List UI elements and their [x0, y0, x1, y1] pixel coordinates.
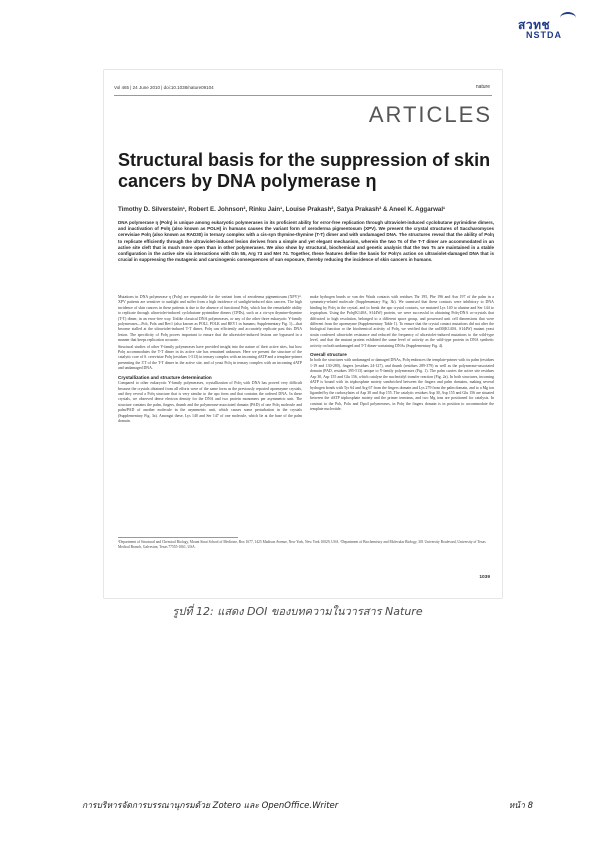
article-title: Structural basis for the suppression of skin cancers by DNA polymerase η [118, 150, 491, 191]
header-rule [114, 95, 492, 96]
article-authors: Timothy D. Silverstein¹, Robert E. Johnson², Rinku Jain¹, Louise Prakash², Satya Prakash² & Aneel K. Aggarwal¹ [118, 206, 446, 213]
nstda-logo [518, 16, 582, 44]
logo-arc-icon [560, 12, 576, 24]
page-number: หน้า 8 [508, 801, 533, 811]
body-paragraph: Compared to other eukaryotic Y-family polymerases, crystallization of Polη with DNA has proved very difficult because the crystals obtained from all efforts were of the same form as the previously reported apoenzyme crystals, and they reveal a Polη structure that is very similar to the apo form and that contains the ordered DNA. In these crystals, we observed dense electron density for the DNA and two protein monomers per asymmetric unit. The structure contains the palm, fingers, thumb and the polymerase-associated domain (PAD) of one Polη molecule and palm/PAD of another molecule in the asymmetric unit, which causes some perturbation in the crystals (Supplementary Fig. 3a). Amongst these, Lys 140 and Ser 147 of one molecule, which lie at the base of the palm domain. [118, 381, 302, 423]
body-paragraph: In both the structures with undamaged or damaged DNAs, Polη embraces the template-primer with its palm (residues 1-19 and 130-280), fingers (residues 24-127), and thumb (residues 289-379) as well as the polymerase-associated domain (PAD, residues 395-513) unique to Y-family polymerases (Fig. 1). The palm carries the active site residues Asp 30, Asp 155 and Glu 156, which catalyse the nucleotidyl transfer reaction (Fig. 2a). In both structures, incoming dATP is bound with its triphosphate moiety sandwiched between the fingers and palm domains, making several hydrogen bonds with Tyr 64 and Arg 67 from the fingers domain and Lys 279 from the palm domain, and to a Mg ion liganded by the carboxylates of Asp 30 and Asp 155. The catalytic residues Asp 30, Asp 155 and Glu 156 are situated between the dATP triphosphate moiety and the primer terminus, and two Mg ions are positioned for catalysis. In contrast to the Polι, Polκ and Dpo4 polymerases, in Polη the fingers domain is in position to accommodate the template nucleotide. [310, 358, 494, 412]
article-page-image [104, 70, 502, 598]
footnote-rule [118, 537, 238, 538]
figure-caption: รูปที่ 12: แสดง DOI ของบทความในวารสาร Nature [172, 605, 423, 618]
logo-latin-text: NSTDA [526, 30, 562, 40]
journal-name: nature [475, 84, 490, 90]
article-abstract: DNA polymerase η (Polη) is unique among eukaryotic polymerases in its proficient ability for error-free replication through ultraviolet-induced cyclobutane pyrimidine dimers, and inactivation of Polη (also known as POLH) in humans causes the variant form of xeroderma pigmentosum (XPV). We present the crystal structures of Saccharomyces cerevisiae Polη (also known as RAD30) in ternary complex with a cis-syn thymine-thymine (T-T) dimer and with undamaged DNA. The structures reveal that the ability of Polη to replicate efficiently through the ultraviolet-induced lesion derives from a simple and yet elegant mechanism, wherein the two Ts of the T-T dimer are accommodated in an active site cleft that is much more open than in other polymerases. We also show by structural, biochemical and genetic analysis that the two Ts are maintained in a stable configuration in the active site via interactions with Gln 55, Arg 73 and Met 74. Together, these features define the basis for Polη's action on ultraviolet-damaged DNA that is crucial in suppressing the mutagenic and carcinogenic consequences of sun exposure, thereby reducing the incidence of skin cancers in humans. [118, 220, 494, 263]
body-paragraph: make hydrogen bonds or van der Waals contacts with residues Thr 195, Phe 196 and Asn 197 of the palm in a symmetry-related molecule (Supplementary Fig. 3b). We surmised that these contacts were inhibitory to DNA binding by Polη in the crystal, and to break the apo crystal contacts, we mutated Lys 140 to alanine and Ser 144 to tryptophan. Using the Polη(K140A, S144W) protein, we were successful in obtaining Polη-DNA co-crystals that diffracted to high resolution, belonged to a different space group, and possessed unit cell dimensions that were different from the apoenzyme (Supplementary Table 1). To ensure that the crystal contact mutations did not alter the biological function or the biochemical activity of Polη, we verified that the rad30(K140A, S144W) mutant yeast strain conferred ultraviolet resistance and reduced the frequency of ultraviolet-induced mutations to the wild-type level, and that the mutant protein exhibited the same level of activity as the wild-type protein in DNA synthetic activity on both undamaged and T-T dimer-containing DNAs (Supplementary Fig. 4). [310, 295, 494, 348]
subheading: Overall structure [310, 352, 347, 358]
article-page-number: 1039 [479, 575, 490, 580]
logo-thai-text: สวทช [518, 18, 551, 32]
article-meta: Vol 465 | 24 June 2010 | doi:10.1038/nature09104 [114, 85, 214, 90]
subheading: Crystallization and structure determination [118, 374, 212, 380]
body-column-right [310, 295, 494, 414]
body-column-left [118, 295, 302, 425]
document-footer: การบริหารจัดการบรรณานุกรมด้วย Zotero และ OpenOffice.Writer [82, 801, 339, 811]
affiliation-footnote: ¹Department of Structural and Chemical Biology, Mount Sinai School of Medicine, Box 1677, 1425 Madison Avenue, New York, New York 10029, USA. ²Department of Biochemistry and Molecular Biology, 301 University Boulevard, University of Texas Medical Branch, Galveston, Texas 77555-1061, USA. [118, 540, 486, 549]
section-heading: ARTICLES [368, 102, 492, 127]
body-paragraph: Mutations in DNA polymerase η (Polη) are responsible for the variant form of xeroderma pigmentosum (XPV)¹². XPV patients are sensitive to sunlight and suffer from a high incidence of sunlight-induced skin cancers. The high incidence of skin cancers in these patients is due to the absence of functional Polη, which has the remarkable ability to replicate through ultraviolet-induced cyclobutane pyrimidine dimers (CPDs), such as a cis-syn thymine-thymine (T-T) dimer, in an error-free way. Unlike classical DNA polymerases, or any of the other three eukaryotic Y-family polymerases—Polι, Polκ and Rev1 (also known as POLI, POLK and REV1 in humans; Supplementary Fig. 1)—that become stalled at the ultraviolet-induced T-T dimer, Polη can efficiently and accurately replicate past this DNA lesion. The specificity of Polη proves important to ensure that the ultraviolet-induced lesions are bypassed in a manner that keeps replication accurate. [118, 295, 302, 343]
body-paragraph: Structural studies of other Y-family polymerases have provided insight into the nature of their active sites, but how Polη accommodates the T-T dimer in its active site has remained unknown. Here we present the structure of the catalytic core of S. cerevisiae Polη (residues 1-513) in ternary complex with an incoming dATP and a template-primer presenting the 3'T of the T-T dimer in the active site, and of yeast Polη in ternary complex with an incoming dATP and undamaged DNA. [118, 344, 302, 371]
